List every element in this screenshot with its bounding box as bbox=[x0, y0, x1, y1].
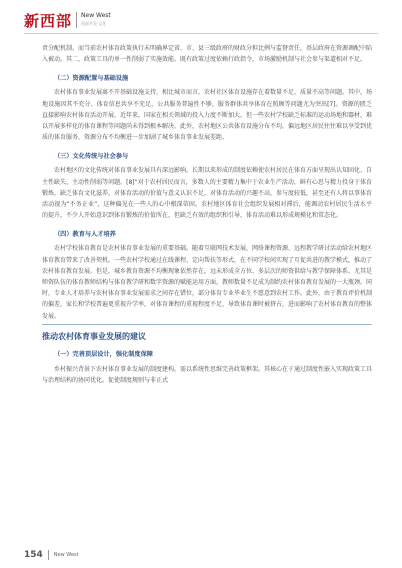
section-heading-text: （二）资源配置与基础设施 bbox=[54, 74, 129, 82]
header-rule bbox=[24, 33, 378, 34]
paragraph: 农村地区的文化传统对体育事业发展具有深远影响。长期以来形成的制度依赖使农村居民在体育方面呈现出认知固化、自主性缺失、主动性削弱等问题。[8]“对于农村居民而言，多数人的主要精力集中于农业生产活动，鲜有心思与精力投身于体育锻炼，缺乏体育文化滋养，对体育活动的价值与意义认识不足，对体育活动的兴趣不高，参与度较低，甚至还有人将以事体育活动视为“不务正业”，这种偏见在一些人的心中根深蒂固。农村地区体育社会组织发展相对滞后，能调动农村居民生活水平的提升，不少人开始意识到体育锻炼的价值所在，但缺乏有效的组织和引导，体育活动难以形成规模化和常态化。 bbox=[42, 167, 373, 220]
section-heading bbox=[42, 149, 372, 161]
section-heading bbox=[42, 227, 372, 239]
journal-header bbox=[24, 10, 111, 30]
journal-logo-sub bbox=[76, 12, 111, 28]
footer-journal-name: New West bbox=[53, 552, 79, 558]
section-heading bbox=[42, 71, 372, 83]
paragraph: 乡村振兴背景下农村体育事业发展的制度建构，需以系统性思维完善政策框架。其核心在于通过制度性嵌入实现政策工具与治理结构的协同优化。促使制度规则与非正式 bbox=[42, 365, 373, 385]
chapter-title: 推动农村体育事业发展的建议 bbox=[42, 331, 146, 341]
section-heading bbox=[42, 348, 372, 360]
section-heading-text: （三）文化传统与社会参与 bbox=[54, 152, 129, 160]
paragraph: 农村体育事业发展离不开基础设施支持，相比城市而言，农村社区体育设施存在着数量不足、质量不高等问题。其中，场地设施因其不充分、体育信息共享不充足，公共服务普遍性不够，服务群体共享体育在照顾等问题尤为突出[7]。资源的匮乏直接影响农村体育活动开展，近年来，国家在相关领域的投入力度不断加大，但一些农村学校缺乏标准的运动场地和器材，难以开展多样化的体育课程等问题尚未得到根本解决。此外，农村地区公共体育设施分布不均，偏远地区居民往往难以享受到优质的体育服务，资源分布不均衡进一步加剧了城乡体育事业发展差距。 bbox=[42, 89, 373, 142]
page-number: 154 bbox=[24, 550, 43, 560]
journal-logo: 新西部 bbox=[24, 11, 73, 30]
article-body bbox=[42, 43, 372, 388]
footer-divider bbox=[48, 550, 49, 560]
paragraph: 责分配机制。而当前农村体育政策执行未明确界定省、市、县三级政府的财政分担比例与监督责任，基层政府在资源调配中陷入被动。其二，政策工具的单一性削弱了实施效能。既有政策过度依赖行政指令，市场激励机制与社会参与渠道相对不足。 bbox=[42, 45, 373, 64]
journal-logo-en: New West bbox=[81, 12, 111, 19]
section-heading-text: （四）教育与人才培养 bbox=[54, 230, 116, 238]
chapter-divider bbox=[42, 324, 372, 325]
page-footer bbox=[24, 550, 79, 560]
section-heading-text: （一）完善顶层设计，强化制度保障 bbox=[54, 351, 153, 359]
paragraph: 农村学校体育教育是农村体育事业发展的重要基础。随着互联网技术发展，网络课程资源、远程教学研讨活动给农村地区体育教育带来了改善契机。一些农村学校通过在线课程、定向帮扶等形式，在不同学校间实现了互促共进的教学模式，推动了农村体育教育发展。但是，城乡教育资源不均衡现象依然存在，远未形成全方位、多层次的师资供给与教学保障体系。尤其是师资队伍的体育教师结构与体育教学研和数字资源的赋能运用方面，教师数量不足成为制约农村体育教育发展的一大瓶颈。同时，专业人才培养与农村体育事业发展需求之间存在错位，部分体育专业毕业生不愿意到农村工作。此外，由于教育评价机制的偏差，家长和学校普遍更重视升学率，对体育课程的重视程度不足，导致体育课时被挤占，进而影响了农村体育教育的整体发展。 bbox=[42, 245, 373, 320]
journal-logo-tagline: 西部开发·文化 bbox=[81, 21, 107, 26]
